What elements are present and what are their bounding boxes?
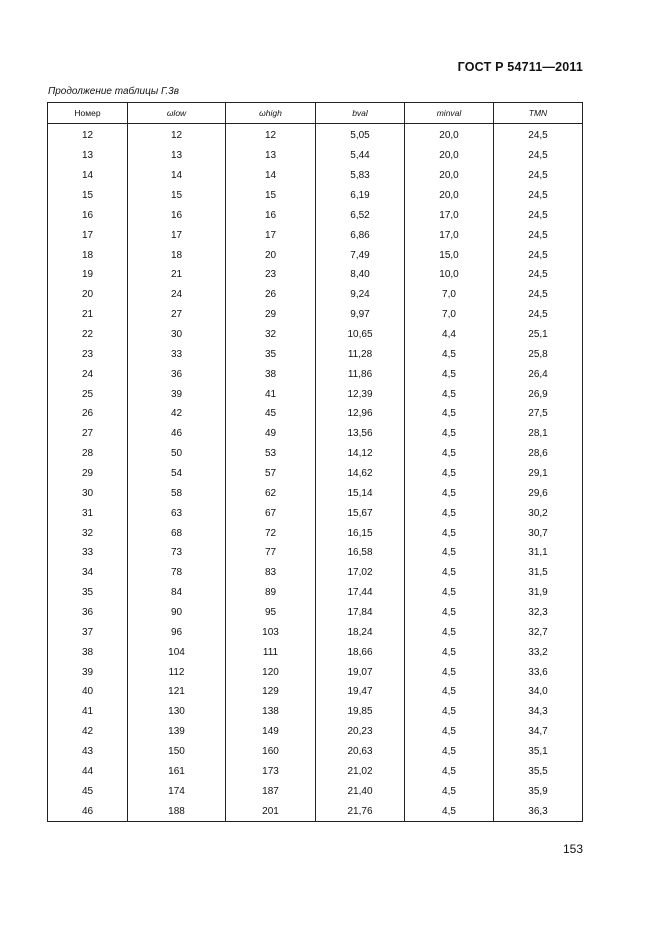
cell-bval: 21,40	[316, 781, 405, 801]
cell-omega-low: 139	[128, 722, 226, 742]
column-header-bval: bval	[316, 103, 405, 124]
cell-tmn: 29,1	[494, 464, 583, 484]
cell-tmn: 24,5	[494, 124, 583, 146]
cell-minval: 4,5	[405, 483, 494, 503]
cell-omega-low: 84	[128, 583, 226, 603]
cell-omega-low: 36	[128, 364, 226, 384]
cell-tmn: 28,6	[494, 444, 583, 464]
cell-omega-high: 14	[226, 166, 316, 186]
cell-tmn: 28,1	[494, 424, 583, 444]
document-code: ГОСТ Р 54711—2011	[457, 60, 583, 74]
cell-omega-high: 160	[226, 742, 316, 762]
cell-omega-low: 121	[128, 682, 226, 702]
cell-number: 45	[48, 781, 128, 801]
cell-omega-low: 112	[128, 662, 226, 682]
cell-omega-high: 95	[226, 603, 316, 623]
cell-bval: 14,12	[316, 444, 405, 464]
cell-omega-low: 130	[128, 702, 226, 722]
table-row	[48, 364, 583, 384]
cell-omega-low: 73	[128, 543, 226, 563]
cell-omega-high: 38	[226, 364, 316, 384]
cell-number: 42	[48, 722, 128, 742]
cell-omega-high: 29	[226, 305, 316, 325]
cell-minval: 4,5	[405, 384, 494, 404]
cell-omega-high: 149	[226, 722, 316, 742]
table-row	[48, 642, 583, 662]
cell-omega-high: 12	[226, 124, 316, 146]
cell-bval: 16,15	[316, 523, 405, 543]
table-row	[48, 523, 583, 543]
cell-minval: 4,5	[405, 702, 494, 722]
cell-bval: 6,52	[316, 205, 405, 225]
table-row	[48, 801, 583, 821]
cell-number: 14	[48, 166, 128, 186]
cell-minval: 4,5	[405, 503, 494, 523]
cell-minval: 17,0	[405, 205, 494, 225]
cell-omega-high: 120	[226, 662, 316, 682]
table-row	[48, 424, 583, 444]
cell-number: 32	[48, 523, 128, 543]
table-row	[48, 205, 583, 225]
cell-bval: 21,76	[316, 801, 405, 821]
cell-bval: 8,40	[316, 265, 405, 285]
cell-number: 24	[48, 364, 128, 384]
cell-number: 26	[48, 404, 128, 424]
cell-tmn: 31,1	[494, 543, 583, 563]
cell-minval: 20,0	[405, 124, 494, 146]
cell-omega-low: 39	[128, 384, 226, 404]
cell-omega-high: 57	[226, 464, 316, 484]
cell-bval: 20,23	[316, 722, 405, 742]
cell-bval: 11,28	[316, 344, 405, 364]
cell-number: 44	[48, 762, 128, 782]
cell-omega-high: 23	[226, 265, 316, 285]
cell-omega-low: 96	[128, 622, 226, 642]
cell-tmn: 24,5	[494, 186, 583, 206]
table-row	[48, 722, 583, 742]
cell-minval: 20,0	[405, 166, 494, 186]
cell-omega-low: 161	[128, 762, 226, 782]
column-header-tmn: TMN	[494, 103, 583, 124]
cell-bval: 6,86	[316, 225, 405, 245]
cell-bval: 7,49	[316, 245, 405, 265]
cell-minval: 4,5	[405, 583, 494, 603]
cell-tmn: 24,5	[494, 285, 583, 305]
cell-omega-high: 17	[226, 225, 316, 245]
cell-bval: 17,02	[316, 563, 405, 583]
cell-omega-high: 49	[226, 424, 316, 444]
cell-bval: 21,02	[316, 762, 405, 782]
cell-minval: 4,5	[405, 543, 494, 563]
cell-bval: 6,19	[316, 186, 405, 206]
cell-bval: 5,44	[316, 146, 405, 166]
cell-omega-low: 188	[128, 801, 226, 821]
cell-omega-low: 13	[128, 146, 226, 166]
cell-omega-low: 17	[128, 225, 226, 245]
cell-omega-low: 46	[128, 424, 226, 444]
cell-number: 35	[48, 583, 128, 603]
cell-tmn: 31,5	[494, 563, 583, 583]
cell-omega-high: 20	[226, 245, 316, 265]
cell-number: 17	[48, 225, 128, 245]
cell-omega-low: 15	[128, 186, 226, 206]
cell-bval: 9,97	[316, 305, 405, 325]
cell-tmn: 24,5	[494, 245, 583, 265]
cell-minval: 15,0	[405, 245, 494, 265]
cell-bval: 10,65	[316, 325, 405, 345]
cell-omega-low: 90	[128, 603, 226, 623]
cell-omega-high: 103	[226, 622, 316, 642]
cell-omega-low: 24	[128, 285, 226, 305]
table-row	[48, 265, 583, 285]
cell-number: 23	[48, 344, 128, 364]
cell-tmn: 27,5	[494, 404, 583, 424]
cell-tmn: 32,3	[494, 603, 583, 623]
table-row	[48, 285, 583, 305]
cell-minval: 4,5	[405, 682, 494, 702]
cell-bval: 9,24	[316, 285, 405, 305]
cell-omega-low: 14	[128, 166, 226, 186]
cell-omega-high: 77	[226, 543, 316, 563]
cell-omega-low: 18	[128, 245, 226, 265]
cell-number: 27	[48, 424, 128, 444]
cell-tmn: 24,5	[494, 305, 583, 325]
cell-minval: 4,5	[405, 563, 494, 583]
cell-bval: 5,83	[316, 166, 405, 186]
cell-minval: 20,0	[405, 186, 494, 206]
cell-number: 38	[48, 642, 128, 662]
cell-omega-low: 27	[128, 305, 226, 325]
cell-minval: 7,0	[405, 305, 494, 325]
cell-minval: 4,5	[405, 801, 494, 821]
cell-omega-high: 32	[226, 325, 316, 345]
cell-minval: 4,5	[405, 762, 494, 782]
cell-minval: 20,0	[405, 146, 494, 166]
cell-minval: 4,5	[405, 344, 494, 364]
cell-number: 34	[48, 563, 128, 583]
cell-tmn: 24,5	[494, 166, 583, 186]
cell-number: 40	[48, 682, 128, 702]
table-row	[48, 762, 583, 782]
cell-omega-low: 78	[128, 563, 226, 583]
cell-tmn: 33,6	[494, 662, 583, 682]
table-row	[48, 483, 583, 503]
table-row	[48, 305, 583, 325]
table-row	[48, 245, 583, 265]
cell-omega-high: 111	[226, 642, 316, 662]
cell-omega-low: 42	[128, 404, 226, 424]
cell-omega-high: 187	[226, 781, 316, 801]
cell-tmn: 34,0	[494, 682, 583, 702]
table-row	[48, 503, 583, 523]
cell-omega-high: 173	[226, 762, 316, 782]
cell-omega-high: 41	[226, 384, 316, 404]
table-caption: Продолжение таблицы Г.3в	[48, 86, 179, 97]
cell-tmn: 35,5	[494, 762, 583, 782]
cell-number: 13	[48, 146, 128, 166]
table-row	[48, 682, 583, 702]
cell-bval: 19,47	[316, 682, 405, 702]
cell-tmn: 25,1	[494, 325, 583, 345]
cell-number: 46	[48, 801, 128, 821]
table-row	[48, 622, 583, 642]
table-row	[48, 781, 583, 801]
cell-tmn: 30,2	[494, 503, 583, 523]
cell-omega-low: 16	[128, 205, 226, 225]
table-row	[48, 344, 583, 364]
table-row	[48, 742, 583, 762]
cell-number: 39	[48, 662, 128, 682]
column-header-number: Номер	[48, 103, 128, 124]
cell-bval: 19,85	[316, 702, 405, 722]
cell-omega-low: 63	[128, 503, 226, 523]
cell-bval: 19,07	[316, 662, 405, 682]
cell-minval: 10,0	[405, 265, 494, 285]
cell-omega-high: 138	[226, 702, 316, 722]
cell-minval: 17,0	[405, 225, 494, 245]
cell-tmn: 29,6	[494, 483, 583, 503]
cell-omega-high: 45	[226, 404, 316, 424]
table-row	[48, 186, 583, 206]
cell-minval: 4,5	[405, 722, 494, 742]
cell-tmn: 26,4	[494, 364, 583, 384]
cell-number: 21	[48, 305, 128, 325]
cell-number: 20	[48, 285, 128, 305]
cell-bval: 18,66	[316, 642, 405, 662]
cell-omega-low: 21	[128, 265, 226, 285]
cell-tmn: 35,1	[494, 742, 583, 762]
cell-minval: 4,5	[405, 622, 494, 642]
table-row	[48, 702, 583, 722]
column-header-minval: minval	[405, 103, 494, 124]
table-row	[48, 225, 583, 245]
cell-number: 30	[48, 483, 128, 503]
cell-omega-high: 201	[226, 801, 316, 821]
cell-bval: 18,24	[316, 622, 405, 642]
cell-tmn: 35,9	[494, 781, 583, 801]
cell-bval: 17,44	[316, 583, 405, 603]
cell-omega-low: 68	[128, 523, 226, 543]
cell-tmn: 24,5	[494, 265, 583, 285]
cell-omega-high: 83	[226, 563, 316, 583]
cell-minval: 4,5	[405, 662, 494, 682]
cell-tmn: 32,7	[494, 622, 583, 642]
cell-omega-high: 53	[226, 444, 316, 464]
cell-tmn: 33,2	[494, 642, 583, 662]
cell-minval: 7,0	[405, 285, 494, 305]
cell-bval: 11,86	[316, 364, 405, 384]
cell-number: 18	[48, 245, 128, 265]
cell-omega-high: 67	[226, 503, 316, 523]
cell-bval: 13,56	[316, 424, 405, 444]
cell-number: 19	[48, 265, 128, 285]
cell-number: 15	[48, 186, 128, 206]
table-row	[48, 404, 583, 424]
cell-bval: 12,39	[316, 384, 405, 404]
cell-minval: 4,5	[405, 642, 494, 662]
cell-minval: 4,5	[405, 742, 494, 762]
cell-number: 41	[48, 702, 128, 722]
cell-minval: 4,5	[405, 464, 494, 484]
table-row	[48, 563, 583, 583]
cell-bval: 12,96	[316, 404, 405, 424]
cell-omega-high: 16	[226, 205, 316, 225]
cell-bval: 20,63	[316, 742, 405, 762]
table-row	[48, 583, 583, 603]
table-row	[48, 124, 583, 146]
table-row	[48, 464, 583, 484]
cell-number: 25	[48, 384, 128, 404]
cell-number: 36	[48, 603, 128, 623]
cell-number: 22	[48, 325, 128, 345]
cell-tmn: 31,9	[494, 583, 583, 603]
column-header-omega-high: ωhigh	[226, 103, 316, 124]
cell-bval: 14,62	[316, 464, 405, 484]
cell-omega-high: 13	[226, 146, 316, 166]
cell-tmn: 25,8	[494, 344, 583, 364]
table-row	[48, 603, 583, 623]
cell-number: 43	[48, 742, 128, 762]
column-header-omega-low: ωlow	[128, 103, 226, 124]
cell-number: 31	[48, 503, 128, 523]
cell-minval: 4,5	[405, 424, 494, 444]
cell-omega-high: 35	[226, 344, 316, 364]
cell-tmn: 24,5	[494, 225, 583, 245]
table-row	[48, 543, 583, 563]
cell-bval: 16,58	[316, 543, 405, 563]
cell-minval: 4,5	[405, 364, 494, 384]
table-header-row	[48, 103, 583, 124]
cell-omega-low: 54	[128, 464, 226, 484]
cell-omega-high: 62	[226, 483, 316, 503]
cell-minval: 4,5	[405, 523, 494, 543]
cell-tmn: 36,3	[494, 801, 583, 821]
cell-bval: 15,14	[316, 483, 405, 503]
cell-number: 37	[48, 622, 128, 642]
cell-bval: 5,05	[316, 124, 405, 146]
cell-tmn: 34,3	[494, 702, 583, 722]
cell-tmn: 34,7	[494, 722, 583, 742]
cell-number: 28	[48, 444, 128, 464]
table-row	[48, 166, 583, 186]
cell-minval: 4,5	[405, 404, 494, 424]
cell-omega-high: 26	[226, 285, 316, 305]
cell-minval: 4,5	[405, 444, 494, 464]
table-row	[48, 384, 583, 404]
cell-omega-low: 50	[128, 444, 226, 464]
table-row	[48, 662, 583, 682]
cell-omega-high: 89	[226, 583, 316, 603]
cell-omega-low: 104	[128, 642, 226, 662]
cell-omega-high: 72	[226, 523, 316, 543]
cell-tmn: 24,5	[494, 205, 583, 225]
cell-omega-low: 12	[128, 124, 226, 146]
cell-omega-low: 30	[128, 325, 226, 345]
cell-tmn: 24,5	[494, 146, 583, 166]
cell-omega-low: 58	[128, 483, 226, 503]
cell-tmn: 26,9	[494, 384, 583, 404]
cell-minval: 4,4	[405, 325, 494, 345]
cell-omega-high: 129	[226, 682, 316, 702]
data-table	[47, 102, 583, 822]
cell-number: 33	[48, 543, 128, 563]
table-row	[48, 444, 583, 464]
cell-omega-low: 33	[128, 344, 226, 364]
cell-omega-low: 174	[128, 781, 226, 801]
table-row	[48, 325, 583, 345]
page-number: 153	[562, 842, 583, 856]
table-row	[48, 146, 583, 166]
cell-omega-high: 15	[226, 186, 316, 206]
cell-minval: 4,5	[405, 603, 494, 623]
cell-minval: 4,5	[405, 781, 494, 801]
cell-bval: 15,67	[316, 503, 405, 523]
cell-number: 12	[48, 124, 128, 146]
table-body	[48, 124, 583, 822]
cell-number: 16	[48, 205, 128, 225]
cell-tmn: 30,7	[494, 523, 583, 543]
cell-omega-low: 150	[128, 742, 226, 762]
cell-number: 29	[48, 464, 128, 484]
cell-bval: 17,84	[316, 603, 405, 623]
